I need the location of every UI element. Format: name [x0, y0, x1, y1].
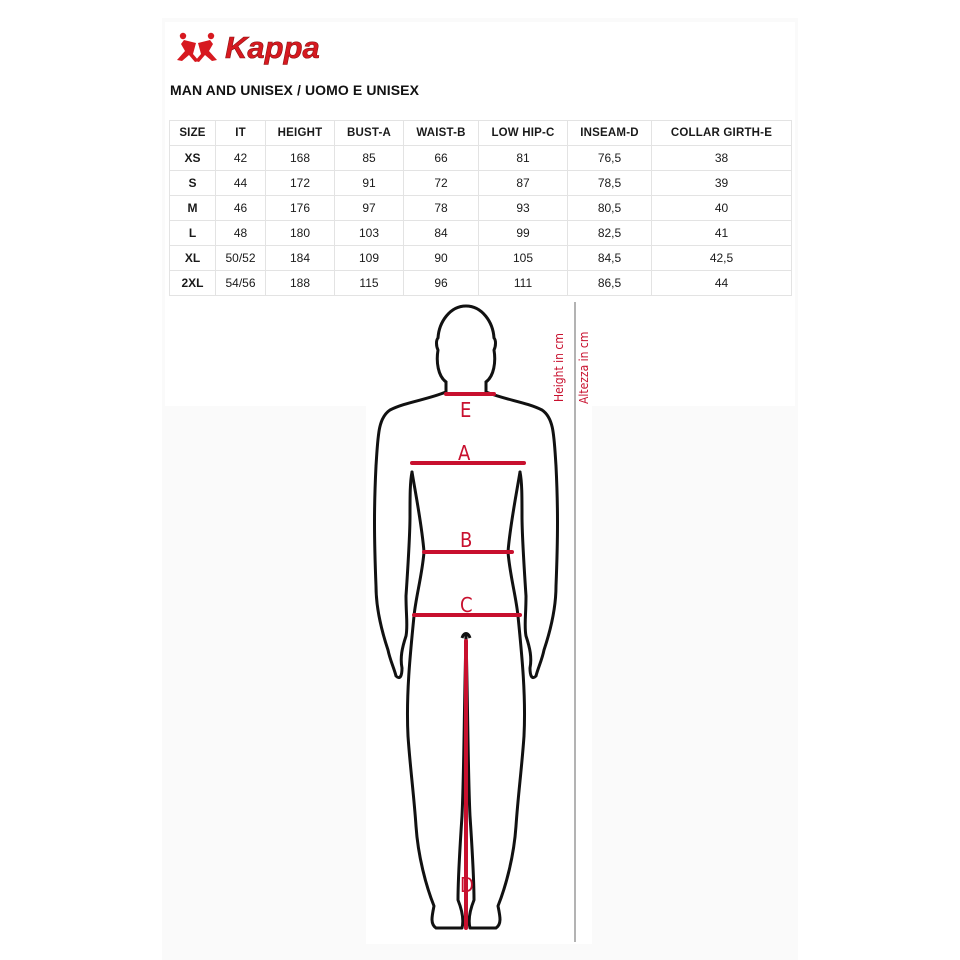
height-label-en: Height in cm [552, 333, 566, 402]
table-cell: 96 [404, 271, 479, 296]
table-cell: 41 [652, 221, 792, 246]
table-cell: XL [170, 246, 216, 271]
table-cell: 184 [266, 246, 335, 271]
table-row [170, 221, 792, 246]
table-cell: 40 [652, 196, 792, 221]
table-cell: S [170, 171, 216, 196]
table-cell: 97 [335, 196, 404, 221]
table-cell: 90 [404, 246, 479, 271]
table-cell: 111 [479, 271, 568, 296]
table-cell: 38 [652, 146, 792, 171]
table-cell: 103 [335, 221, 404, 246]
table-cell: 66 [404, 146, 479, 171]
marker-b: B [460, 528, 473, 552]
table-cell: 2XL [170, 271, 216, 296]
table-cell: 180 [266, 221, 335, 246]
table-cell: 168 [266, 146, 335, 171]
marker-d: D [460, 873, 474, 897]
header-cell: COLLAR GIRTH-E [652, 121, 792, 146]
table-cell: 72 [404, 171, 479, 196]
marker-a: A [458, 441, 471, 465]
table-cell: 105 [479, 246, 568, 271]
size-table [169, 120, 792, 296]
table-cell: M [170, 196, 216, 221]
table-cell: 42 [216, 146, 266, 171]
table-cell: 78,5 [568, 171, 652, 196]
table-cell: 176 [266, 196, 335, 221]
table-cell: 82,5 [568, 221, 652, 246]
table-cell: 78 [404, 196, 479, 221]
table-row [170, 146, 792, 171]
table-cell: XS [170, 146, 216, 171]
table-cell: L [170, 221, 216, 246]
table-cell: 44 [216, 171, 266, 196]
table-header-row [170, 121, 792, 146]
table-cell: 48 [216, 221, 266, 246]
page-title: MAN AND UNISEX / UOMO E UNISEX [170, 82, 420, 98]
table-cell: 54/56 [216, 271, 266, 296]
header-cell: IT [216, 121, 266, 146]
table-row [170, 171, 792, 196]
table-cell: 84 [404, 221, 479, 246]
table-row [170, 246, 792, 271]
table-cell: 172 [266, 171, 335, 196]
table-cell: 99 [479, 221, 568, 246]
header-cell: INSEAM-D [568, 121, 652, 146]
table-cell: 87 [479, 171, 568, 196]
table-cell: 91 [335, 171, 404, 196]
marker-e: E [460, 398, 472, 422]
table-cell: 188 [266, 271, 335, 296]
table-cell: 46 [216, 196, 266, 221]
table-cell: 76,5 [568, 146, 652, 171]
table-cell: 39 [652, 171, 792, 196]
header-cell: LOW HIP-C [479, 121, 568, 146]
table-cell: 42,5 [652, 246, 792, 271]
table-cell: 115 [335, 271, 404, 296]
table-cell: 109 [335, 246, 404, 271]
table-cell: 81 [479, 146, 568, 171]
table-cell: 86,5 [568, 271, 652, 296]
table-cell: 80,5 [568, 196, 652, 221]
table-row [170, 196, 792, 221]
kappa-wordmark: Kappa [225, 30, 320, 65]
header-cell: BUST-A [335, 121, 404, 146]
table-cell: 44 [652, 271, 792, 296]
body-measurement-figure [366, 296, 592, 944]
table-cell: 50/52 [216, 246, 266, 271]
table-cell: 85 [335, 146, 404, 171]
table-cell: 84,5 [568, 246, 652, 271]
header-cell: WAIST-B [404, 121, 479, 146]
height-label-it: Altezza in cm [577, 331, 591, 404]
kappa-logo [170, 27, 370, 65]
table-row [170, 271, 792, 296]
header-cell: HEIGHT [266, 121, 335, 146]
marker-c: C [460, 593, 473, 617]
table-cell: 93 [479, 196, 568, 221]
header-cell: SIZE [170, 121, 216, 146]
